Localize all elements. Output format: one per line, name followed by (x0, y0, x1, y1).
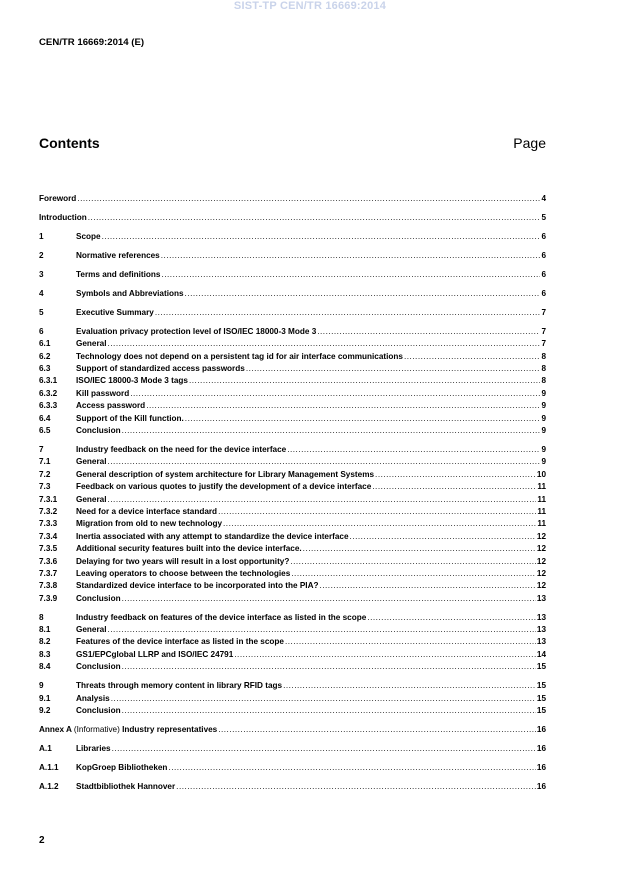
toc-entry-number: 8.3 (39, 649, 51, 659)
dot-leader (223, 518, 536, 530)
toc-entry[interactable] (39, 743, 546, 755)
toc-entry-title: Stadtbibliothek Hannover (76, 781, 176, 791)
dot-leader (108, 624, 536, 636)
toc-entry-page: 9 (541, 388, 546, 398)
toc-entry-page: 11 (537, 506, 546, 516)
toc-entry-number: 9.1 (39, 693, 51, 703)
toc-entry-title: KopGroep Bibliotheken (76, 762, 168, 772)
toc-entry-number: 8.4 (39, 662, 51, 672)
toc-entry[interactable] (39, 593, 546, 605)
toc-entry-number: 6.3.1 (39, 376, 58, 386)
toc-entry-number: 9.2 (39, 706, 51, 715)
toc-entry-title: Delaying for two years will result in a lost opportunity? (76, 556, 290, 566)
toc-entry-title: Introduction (39, 212, 87, 222)
toc-entry-page: 6 (541, 288, 546, 298)
toc-entry-number: A.1.2 (39, 781, 59, 791)
toc-entry[interactable] (39, 705, 546, 717)
toc-entry[interactable] (39, 456, 546, 468)
toc-entry-number: 6.3.3 (39, 401, 58, 411)
contents-title: Contents (39, 135, 100, 151)
toc-entry[interactable] (39, 388, 546, 400)
toc-entry-number: 7.3.2 (39, 506, 58, 516)
toc-entry-title: Migration from old to new technology (76, 519, 223, 529)
toc-entry-number: 7.2 (39, 469, 51, 479)
toc-entry-title: Conclusion (76, 426, 121, 436)
toc-entry[interactable] (39, 269, 546, 281)
toc-entry-page: 16 (536, 781, 546, 791)
toc-entry-number: 7.3.8 (39, 581, 58, 591)
dot-leader (122, 661, 536, 673)
toc-entry-annex-a[interactable] (39, 724, 546, 736)
toc-entry-title: Executive Summary (76, 307, 154, 317)
toc-entry-page: 9 (541, 413, 546, 423)
document-reference: CEN/TR 16669:2014 (E) (39, 37, 145, 48)
toc-entry-title: Threats through memory content in library RFID tags (76, 681, 283, 691)
dot-leader (404, 351, 540, 363)
toc-entry-number: 6.2 (39, 351, 51, 361)
toc-entry[interactable] (39, 307, 546, 319)
toc-entry-page: 16 (536, 724, 546, 734)
dot-leader (108, 338, 541, 350)
toc-entry-number: 6.3 (39, 364, 51, 374)
toc-entry[interactable] (39, 481, 546, 493)
toc-entry-title: ISO/IEC 18000-3 Mode 3 tags (76, 376, 188, 386)
toc-entry-number: 8.1 (39, 625, 51, 635)
toc-entry-number: 6.4 (39, 413, 51, 423)
dot-leader (218, 506, 536, 518)
toc-entry[interactable] (39, 612, 546, 624)
toc-entry-number: 8.2 (39, 637, 51, 647)
page-column-label: Page (513, 135, 546, 151)
toc-entry[interactable] (39, 636, 546, 648)
toc-entry[interactable] (39, 326, 546, 338)
toc-entry-title: Industry feedback on features of the device interface as listed in the scope (76, 612, 367, 622)
toc-entry-page: 9 (541, 426, 546, 436)
dot-leader (130, 388, 540, 400)
toc-entry-page: 15 (536, 681, 546, 691)
toc-entry[interactable] (39, 425, 546, 437)
toc-entry-title: Kill password (76, 388, 130, 398)
dot-leader (108, 494, 537, 506)
toc-entry[interactable] (39, 693, 546, 705)
toc-entry-page: 15 (536, 693, 546, 703)
dot-leader (161, 269, 540, 281)
dot-leader (367, 612, 536, 624)
dot-leader (291, 568, 536, 580)
toc-entry-page: 16 (536, 743, 546, 753)
toc-entry-title: Evaluation privacy protection level of ISO/IEC 18000-3 Mode 3 (76, 326, 317, 336)
toc-entry-number: 3 (39, 269, 44, 279)
toc-entry-title: Terms and definitions (76, 269, 161, 279)
dot-leader (303, 543, 536, 555)
toc-entry[interactable] (39, 338, 546, 350)
toc-entry-page: 15 (536, 662, 546, 672)
dot-leader (176, 781, 536, 793)
dot-leader (375, 469, 536, 481)
toc-entry-number: 7.3.9 (39, 593, 58, 603)
toc-entry[interactable] (39, 212, 546, 224)
toc-entry-number: 4 (39, 288, 44, 298)
toc-entry[interactable] (39, 231, 546, 243)
toc-entry-page: 9 (541, 445, 546, 454)
watermark: SIST-TP CEN/TR 16669:2014 (233, 0, 387, 12)
toc-entry[interactable] (39, 531, 546, 543)
dot-leader (111, 693, 536, 705)
dot-leader (234, 649, 536, 661)
toc-entry-number: 6 (39, 326, 44, 336)
toc-entry-page: 6 (541, 269, 546, 279)
toc-entry-title: Access password (76, 401, 146, 411)
toc-entry-title: GS1/EPCglobal LLRP and ISO/IEC 24791 (76, 649, 234, 659)
toc-entry-title: Conclusion (76, 593, 121, 603)
toc-entry-page: 6 (541, 250, 546, 260)
dot-leader (88, 212, 541, 224)
toc-entry[interactable] (39, 193, 546, 205)
toc-entry-title: Industry feedback on the need for the device interface (76, 445, 287, 454)
toc-entry-number: 9 (39, 681, 44, 691)
dot-leader (246, 363, 541, 375)
dot-leader (218, 724, 536, 736)
dot-leader (287, 444, 540, 456)
toc-entry-page: 8 (541, 364, 546, 374)
toc-entry-title: Foreword (39, 194, 77, 203)
toc-entry[interactable] (39, 375, 546, 387)
toc-entry-number: 2 (39, 250, 44, 260)
toc-entry-title: Leaving operators to choose between the technologies (76, 568, 291, 578)
toc-entry-number: 7.1 (39, 457, 51, 467)
toc-entry-title: Support of standardized access passwords (76, 364, 245, 374)
toc-entry-title: General (76, 457, 107, 467)
toc-entry-page: 7 (541, 307, 546, 317)
toc-entry[interactable] (39, 494, 546, 506)
dot-leader (77, 193, 540, 205)
toc-entry-title: Normative references (76, 250, 160, 260)
toc-entry-page: 10 (536, 469, 546, 479)
dot-leader (319, 580, 535, 592)
toc-entry-title: Symbols and Abbreviations (76, 288, 184, 298)
dot-leader (122, 425, 541, 437)
toc-entry[interactable] (39, 661, 546, 673)
toc-entry-title: Technology does not depend on a persistent tag id for air interface communications (76, 351, 403, 361)
toc-entry-page: 13 (536, 625, 546, 635)
toc-entry-number: A.1.1 (39, 762, 59, 772)
toc-entry[interactable] (39, 781, 546, 793)
table-of-contents (39, 193, 546, 793)
dot-leader (317, 326, 540, 338)
dot-leader (112, 743, 536, 755)
toc-entry-title: General description of system architecture for Library Management Systems (76, 469, 375, 479)
toc-entry[interactable] (39, 469, 546, 481)
toc-entry-title (39, 724, 217, 736)
toc-entry-page: 12 (536, 556, 546, 566)
toc-entry-number: 6.5 (39, 426, 51, 436)
toc-entry[interactable] (39, 400, 546, 412)
annex-label: Annex A (39, 724, 72, 734)
toc-entry-number: 5 (39, 307, 44, 317)
annex-title: Industry representatives (122, 724, 218, 734)
dot-leader (290, 556, 536, 568)
toc-entry[interactable] (39, 543, 546, 555)
toc-entry[interactable] (39, 568, 546, 580)
toc-entry-page: 11 (537, 494, 546, 504)
toc-entry-number: 7.3.1 (39, 494, 58, 504)
toc-entry-page: 7 (541, 326, 546, 336)
toc-entry[interactable] (39, 250, 546, 262)
toc-entry[interactable] (39, 288, 546, 300)
toc-entry-title: Standardized device interface to be incorporated into the PIA? (76, 581, 319, 591)
toc-entry-number: 8 (39, 612, 44, 622)
toc-entry-page: 8 (541, 376, 546, 386)
toc-entry[interactable] (39, 413, 546, 425)
toc-entry-number: 6.1 (39, 339, 51, 349)
toc-entry-number: 7.3.5 (39, 544, 58, 554)
toc-entry-title: Support of the Kill function. (76, 413, 184, 423)
dot-leader (372, 481, 536, 493)
toc-entry-page: 5 (541, 212, 546, 222)
toc-entry-title: General (76, 339, 107, 349)
toc-entry-title: Libraries (76, 743, 111, 753)
toc-entry-number: 7.3.7 (39, 568, 58, 578)
dot-leader (168, 762, 535, 774)
dot-leader (155, 307, 541, 319)
toc-entry-page: 6 (541, 231, 546, 241)
toc-entry-number: 7 (39, 445, 44, 454)
toc-entry[interactable] (39, 649, 546, 661)
toc-entry-page: 11 (537, 482, 546, 492)
toc-entry[interactable] (39, 580, 546, 592)
toc-entry-title: Conclusion (76, 662, 121, 672)
toc-entry-title: Inertia associated with any attempt to standardize the device interface (76, 531, 349, 541)
toc-entry-title: General (76, 625, 107, 635)
toc-entry-title: Feedback on various quotes to justify the development of a device interface (76, 482, 372, 492)
toc-entry-title: Features of the device interface as listed in the scope (76, 637, 284, 647)
toc-entry[interactable] (39, 444, 546, 456)
toc-entry-number: 1 (39, 231, 44, 241)
dot-leader (350, 531, 536, 543)
toc-entry[interactable] (39, 506, 546, 518)
toc-entry-number: 7.3.4 (39, 531, 58, 541)
dot-leader (108, 456, 541, 468)
toc-entry[interactable] (39, 762, 546, 774)
dot-leader (122, 593, 536, 605)
toc-entry-title: Scope (76, 231, 101, 241)
toc-entry-title: Analysis (76, 693, 110, 703)
toc-entry-page: 14 (536, 649, 546, 659)
toc-entry-number: 7.3.3 (39, 519, 58, 529)
dot-leader (102, 231, 541, 243)
toc-entry-page: 12 (536, 544, 546, 554)
toc-entry-number: 6.3.2 (39, 388, 58, 398)
toc-entry-page: 13 (536, 637, 546, 647)
toc-entry-page: 9 (541, 401, 546, 411)
toc-entry-page: 13 (536, 612, 546, 622)
toc-entry-title: General (76, 494, 107, 504)
toc-entry-page: 12 (536, 531, 546, 541)
toc-entry-title: Additional security features built into the device interface. (76, 544, 302, 554)
dot-leader (189, 375, 540, 387)
toc-entry-number: 7.3.6 (39, 556, 58, 566)
toc-entry-page: 12 (536, 581, 546, 591)
toc-entry-title: Need for a device interface standard (76, 506, 218, 516)
toc-entry[interactable] (39, 680, 546, 692)
toc-entry-page: 8 (541, 351, 546, 361)
toc-entry-title: Conclusion (76, 706, 121, 715)
toc-entry-page: 9 (541, 457, 546, 467)
toc-entry[interactable] (39, 518, 546, 530)
annex-informative-label: (Informative) (73, 724, 120, 734)
toc-entry-page: 16 (536, 762, 546, 772)
toc-entry-page: 7 (541, 339, 546, 349)
dot-leader (185, 288, 541, 300)
toc-entry-number: 7.3 (39, 482, 51, 492)
dot-leader (185, 413, 541, 425)
dot-leader (283, 680, 536, 692)
toc-entry[interactable] (39, 363, 546, 375)
toc-entry[interactable] (39, 624, 546, 636)
toc-entry-number: A.1 (39, 743, 52, 753)
toc-entry-page: 15 (536, 706, 546, 715)
toc-entry[interactable] (39, 351, 546, 363)
toc-entry-page: 12 (536, 568, 546, 578)
dot-leader (285, 636, 536, 648)
toc-entry[interactable] (39, 556, 546, 568)
dot-leader (161, 250, 541, 262)
toc-entry-page: 13 (536, 593, 546, 603)
toc-entry-page: 11 (537, 519, 546, 529)
dot-leader (146, 400, 540, 412)
toc-entry-page: 4 (541, 194, 546, 203)
page-number: 2 (39, 835, 45, 846)
dot-leader (122, 705, 536, 717)
